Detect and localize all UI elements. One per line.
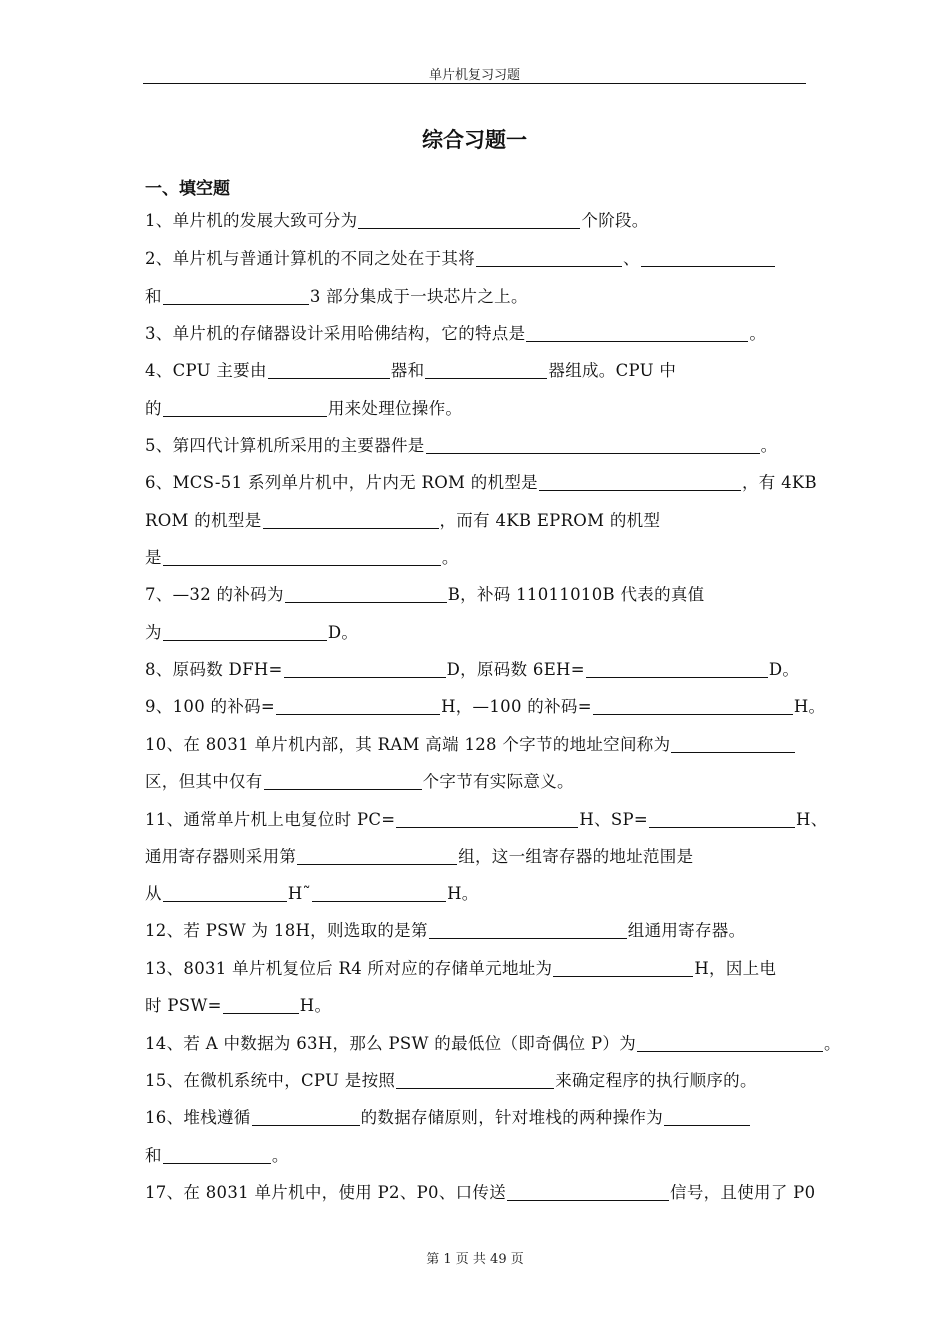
question-text: ROM 的机型是 — [145, 511, 262, 530]
question-text: H、SP= — [579, 810, 649, 829]
header-rule — [143, 83, 806, 84]
question-text: 9、100 的补码= — [145, 697, 276, 716]
question-text: 8、原码数 DFH= — [145, 660, 283, 679]
question-text: D。 — [768, 660, 800, 679]
question-text: 11、通常单片机上电复位时 PC= — [145, 810, 396, 829]
page-header: 单片机复习习题 — [428, 68, 520, 83]
answer-blank[interactable] — [526, 325, 748, 342]
question-line — [145, 731, 796, 755]
answer-blank[interactable] — [476, 250, 622, 267]
question-text: 区，但其中仅有 — [145, 772, 263, 791]
question-text: 3、单片机的存储器设计采用哈佛结构，它的特点是 — [145, 324, 526, 343]
question-text: 的 — [145, 399, 162, 418]
answer-blank[interactable] — [163, 288, 309, 305]
answer-blank[interactable] — [649, 811, 795, 828]
question-text: 1、单片机的发展大致可分为 — [145, 211, 358, 230]
question-line — [145, 1142, 289, 1166]
question-text: 12、若 PSW 为 18H，则选取的是第 — [145, 921, 428, 940]
question-text: 10、在 8031 单片机内部，其 RAM 高端 128 个字节的地址空间称为 — [145, 735, 671, 754]
answer-blank[interactable] — [641, 250, 775, 267]
question-line — [145, 432, 777, 456]
question-line — [145, 395, 462, 419]
question-line — [145, 619, 358, 643]
question-text: 是 — [145, 548, 162, 567]
question-text: 5、第四代计算机所采用的主要器件是 — [145, 436, 425, 455]
question-text: H，—100 的补码= — [441, 697, 592, 716]
question-line — [145, 245, 776, 269]
question-line — [145, 507, 660, 531]
answer-blank[interactable] — [263, 512, 439, 529]
question-text: H。 — [299, 996, 332, 1015]
answer-blank[interactable] — [425, 362, 547, 379]
question-text: 17、在 8031 单片机中，使用 P2、P0、口传送 — [145, 1183, 507, 1202]
question-text: 来确定程序的执行顺序的。 — [555, 1071, 757, 1090]
question-text: 和 — [145, 287, 162, 306]
question-line — [145, 1067, 757, 1091]
answer-blank[interactable] — [297, 848, 457, 865]
page-title: 综合习题一 — [422, 128, 527, 152]
question-text: D，原码数 6EH= — [446, 660, 585, 679]
question-line — [145, 283, 528, 307]
question-text: 通用寄存器则采用第 — [145, 847, 297, 866]
question-text: 个字节有实际意义。 — [422, 772, 574, 791]
question-text: H˜ — [287, 884, 312, 903]
question-text: 。 — [271, 1146, 289, 1165]
answer-blank[interactable] — [426, 437, 760, 454]
question-text: H。 — [793, 697, 826, 716]
question-line — [145, 880, 479, 904]
question-line — [145, 955, 776, 979]
question-text: ，有 4KB — [741, 473, 817, 492]
question-text: 时 PSW= — [145, 996, 222, 1015]
section-heading: 一、填空题 — [145, 179, 230, 199]
question-line — [145, 320, 766, 344]
answer-blank[interactable] — [312, 885, 446, 902]
answer-blank[interactable] — [223, 997, 299, 1014]
question-line — [145, 768, 574, 792]
question-line — [145, 656, 799, 680]
answer-blank[interactable] — [396, 1072, 554, 1089]
question-text: 7、—32 的补码为 — [145, 585, 284, 604]
question-text: 器组成。CPU 中 — [548, 361, 677, 380]
question-text: 用来处理位操作。 — [327, 399, 463, 418]
answer-blank[interactable] — [285, 586, 447, 603]
question-line — [145, 1179, 815, 1203]
question-text: 组，这一组寄存器的地址范围是 — [458, 847, 694, 866]
question-text: 14、若 A 中数据为 63H，那么 PSW 的最低位（即奇偶位 P）为 — [145, 1034, 637, 1053]
answer-blank[interactable] — [396, 811, 578, 828]
answer-blank[interactable] — [276, 698, 440, 715]
answer-blank[interactable] — [429, 922, 627, 939]
question-line — [145, 1030, 841, 1054]
question-text: 4、CPU 主要由 — [145, 361, 267, 380]
question-text: 和 — [145, 1146, 162, 1165]
question-text: 16、堆栈遵循 — [145, 1108, 251, 1127]
answer-blank[interactable] — [163, 624, 327, 641]
answer-blank[interactable] — [671, 736, 795, 753]
answer-blank[interactable] — [358, 212, 580, 229]
answer-blank[interactable] — [268, 362, 390, 379]
question-text: 。 — [824, 1034, 841, 1053]
page-footer: 第 1 页 共 49 页 — [426, 1252, 524, 1267]
question-line — [145, 917, 745, 941]
question-text: 3 部分集成于一块芯片之上。 — [309, 287, 528, 306]
question-line — [145, 207, 649, 231]
answer-blank[interactable] — [637, 1035, 823, 1052]
question-text: 。 — [441, 548, 459, 567]
answer-blank[interactable] — [163, 549, 441, 566]
question-text: 2、单片机与普通计算机的不同之处在于其将 — [145, 249, 475, 268]
answer-blank[interactable] — [586, 661, 768, 678]
question-text: 15、在微机系统中，CPU 是按照 — [145, 1071, 396, 1090]
question-text: 6、MCS-51 系列单片机中，片内无 ROM 的机型是 — [145, 473, 538, 492]
question-text: 。 — [749, 324, 767, 343]
answer-blank[interactable] — [553, 960, 693, 977]
answer-blank[interactable] — [539, 474, 741, 491]
question-text: H，因上电 — [694, 959, 777, 978]
question-line — [145, 843, 693, 867]
question-line — [145, 581, 704, 605]
question-line — [145, 693, 825, 717]
question-text: 的数据存储原则，针对堆栈的两种操作为 — [360, 1108, 664, 1127]
question-text: 个阶段。 — [581, 211, 649, 230]
question-text: 从 — [145, 884, 162, 903]
question-text: 为 — [145, 623, 162, 642]
question-line — [145, 806, 828, 830]
answer-blank[interactable] — [284, 661, 446, 678]
question-line — [145, 1104, 751, 1128]
answer-blank[interactable] — [264, 773, 422, 790]
question-line — [145, 469, 817, 493]
question-text: ，而有 4KB EPROM 的机型 — [439, 511, 661, 530]
answer-blank[interactable] — [163, 885, 287, 902]
question-text: 。 — [760, 436, 778, 455]
answer-blank[interactable] — [252, 1109, 360, 1126]
answer-blank[interactable] — [163, 1147, 271, 1164]
answer-blank[interactable] — [163, 400, 327, 417]
question-line — [145, 992, 331, 1016]
answer-blank[interactable] — [593, 698, 793, 715]
question-text: 信号，且使用了 P0 — [670, 1183, 816, 1202]
question-text: 器和 — [390, 361, 425, 380]
question-line — [145, 544, 459, 568]
question-text: 13、8031 单片机复位后 R4 所对应的存储单元地址为 — [145, 959, 553, 978]
question-text: H、 — [796, 810, 828, 829]
question-text: B，补码 11011010B 代表的真值 — [447, 585, 705, 604]
question-line — [145, 357, 676, 381]
question-text: H。 — [447, 884, 479, 903]
question-text: 、 — [623, 249, 640, 268]
question-text: 组通用寄存器。 — [627, 921, 746, 940]
answer-blank[interactable] — [664, 1109, 750, 1126]
question-text: D。 — [327, 623, 359, 642]
answer-blank[interactable] — [507, 1184, 669, 1201]
